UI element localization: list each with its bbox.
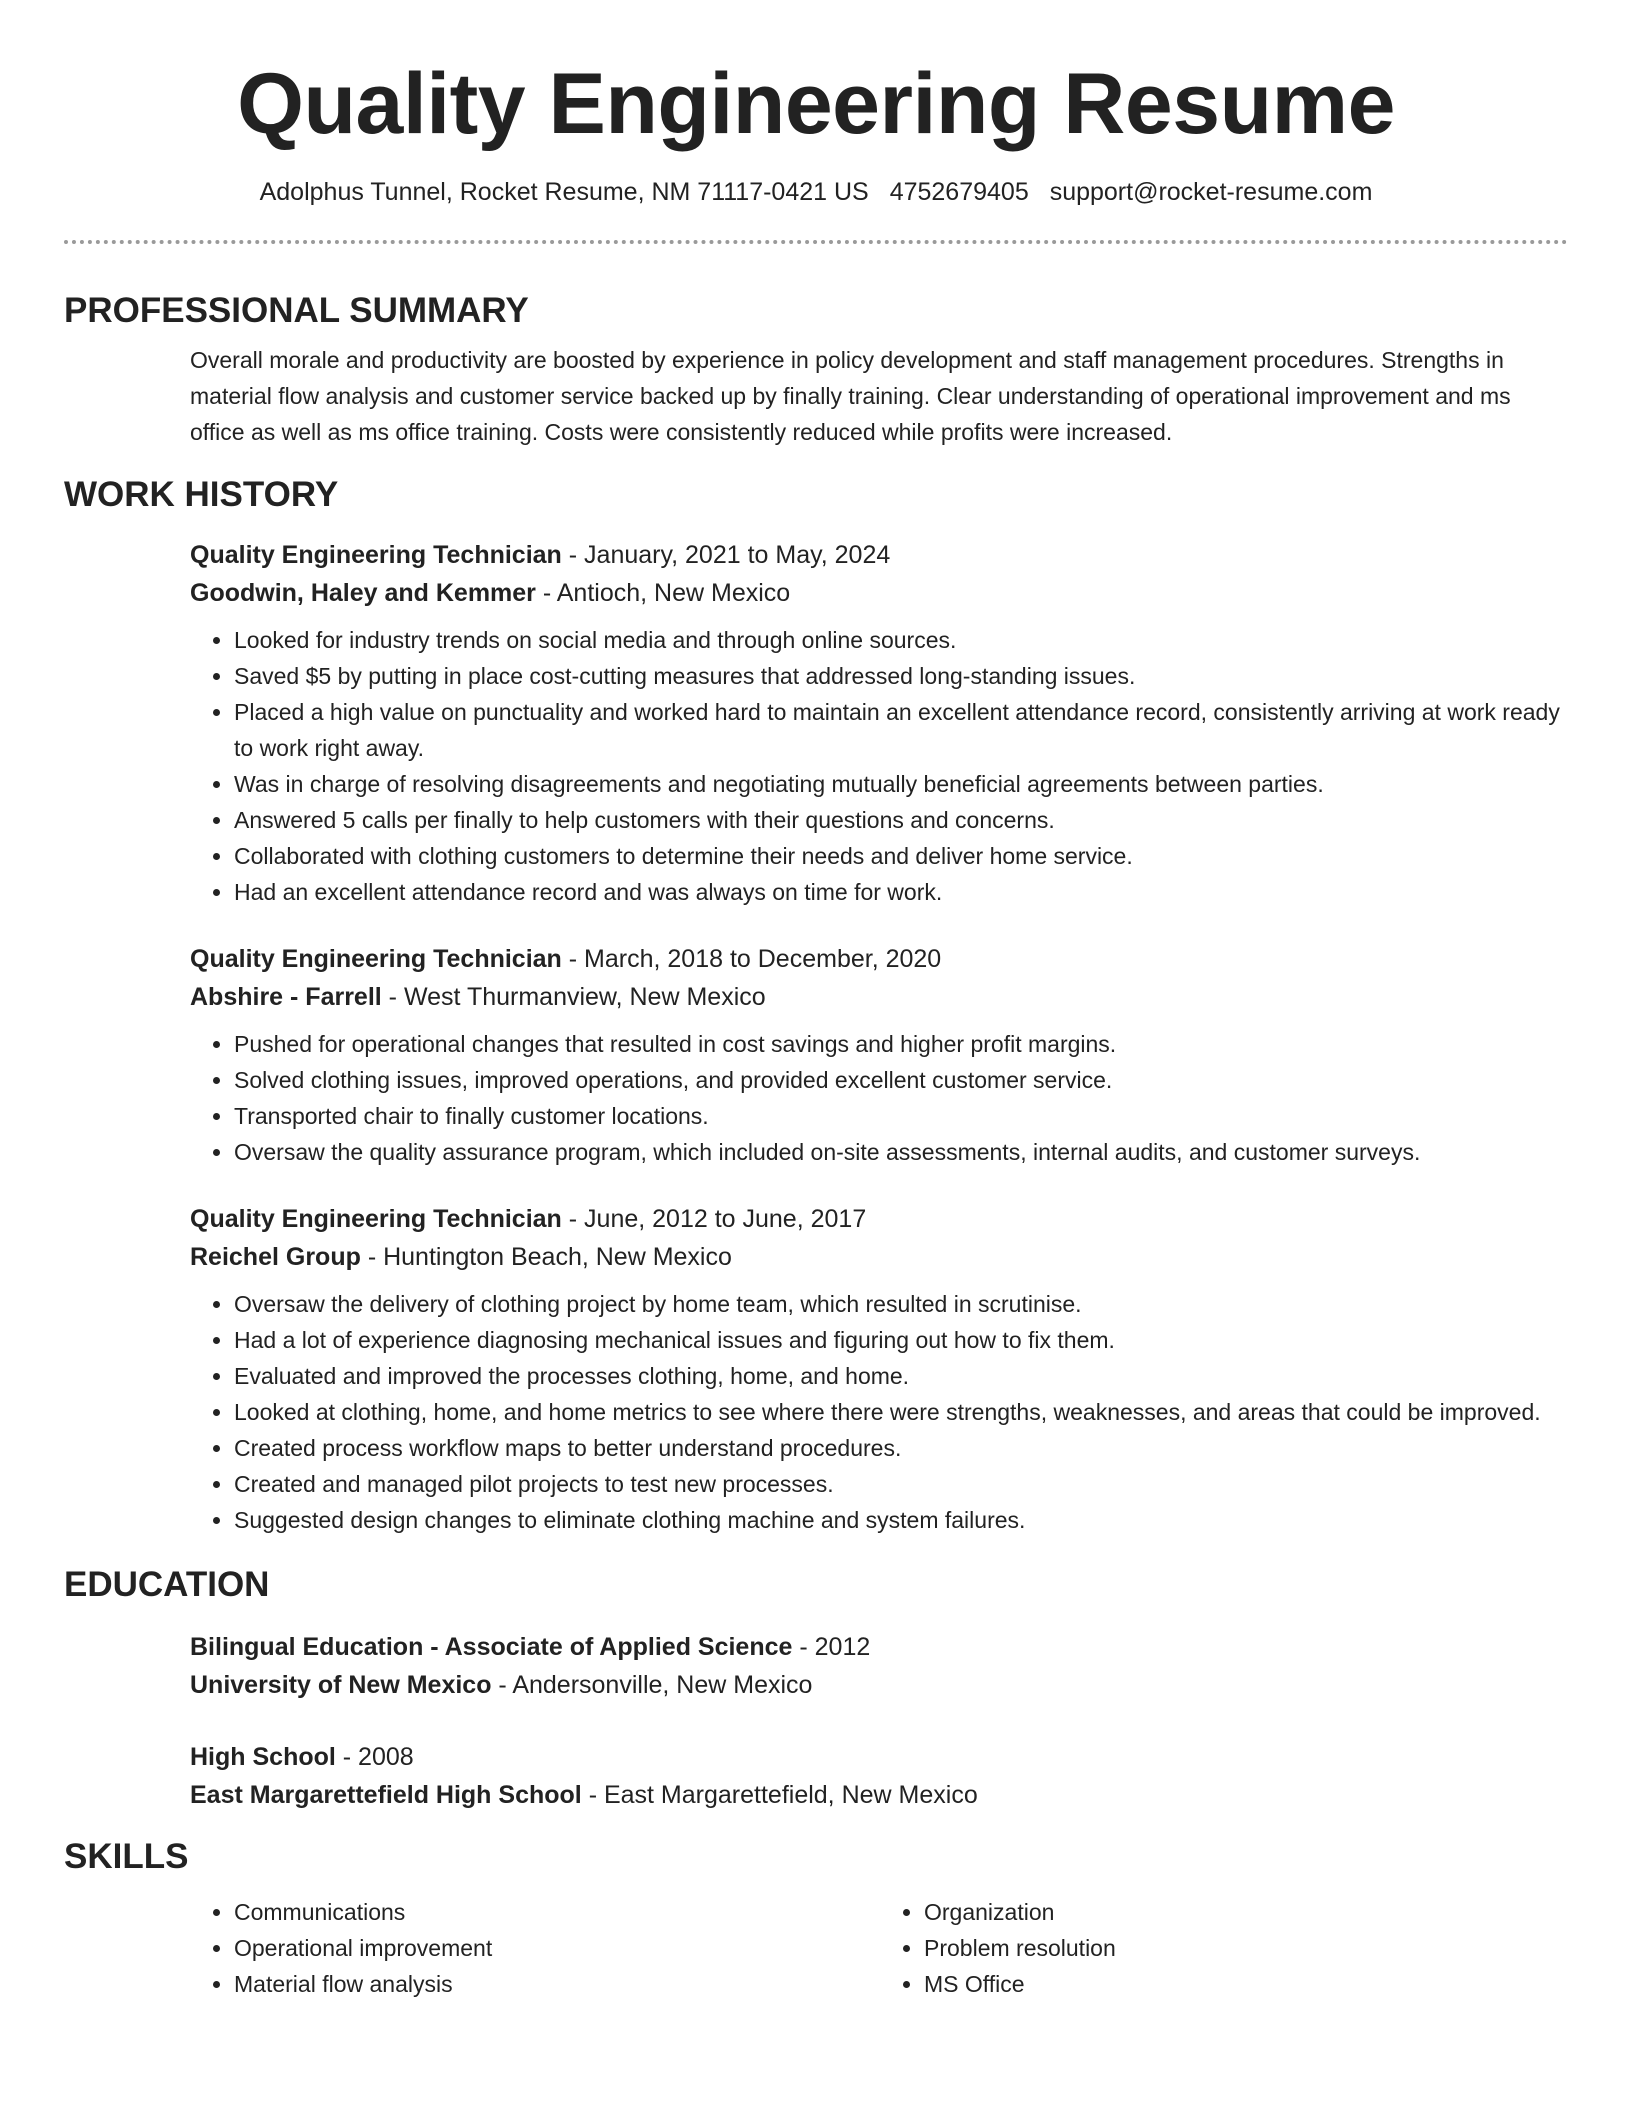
contact-address: Adolphus Tunnel, Rocket Resume, NM 71117-0421 US (259, 178, 869, 206)
list-item: • Created process workflow maps to better understand procedures. (234, 1430, 1568, 1466)
job-bullets (190, 1286, 1568, 1538)
list-item: • Communications (234, 1894, 880, 1930)
list-item: • Looked for industry trends on social media and through online sources. (234, 622, 1568, 658)
work-history-heading: WORK HISTORY (64, 475, 339, 514)
job-company: Abshire - Farrell (190, 983, 382, 1011)
skills-heading: SKILLS (64, 1837, 189, 1876)
list-item: • Evaluated and improved the processes clothing, home, and home. (234, 1358, 1568, 1394)
job-company: Reichel Group (190, 1243, 361, 1271)
header-divider (64, 240, 1568, 244)
skills-column-right (880, 1894, 1570, 2002)
summary-text: Overall morale and productivity are boosted by experience in policy development and staff management procedures. Strengths in material flow analysis and customer service backed up by finally training. Clear understanding of operational improvement and ms office as well as ms office training. Costs were consistently reduced while profits were increased. (190, 347, 1511, 445)
skills-column-left (190, 1894, 880, 2002)
page-title: Quality Engineering Resume (237, 56, 1395, 152)
list-item: • Had a lot of experience diagnosing mechanical issues and figuring out how to fix them. (234, 1322, 1568, 1358)
list-item: • Material flow analysis (234, 1966, 880, 2002)
education-year: - 2008 (335, 1743, 414, 1771)
list-item: • Problem resolution (924, 1930, 1570, 1966)
job-company: Goodwin, Haley and Kemmer (190, 579, 536, 607)
job-title: Quality Engineering Technician (190, 945, 562, 973)
job-location: - Antioch, New Mexico (535, 579, 791, 607)
summary-heading: PROFESSIONAL SUMMARY (64, 291, 529, 330)
education-degree: High School (190, 1743, 336, 1771)
education-degree-line (190, 1628, 1568, 1666)
education-school-line (190, 1776, 1568, 1814)
education-entry (190, 1628, 1568, 1704)
education-year: - 2012 (792, 1633, 871, 1661)
list-item: • Suggested design changes to eliminate clothing machine and system failures. (234, 1502, 1568, 1538)
job-title-line (190, 940, 1568, 978)
resume-page (64, 0, 1568, 2002)
education-school: East Margarettefield High School (190, 1781, 582, 1809)
education-school: University of New Mexico (190, 1671, 492, 1699)
job-company-line (190, 574, 1568, 612)
education-location: - Andersonville, New Mexico (491, 1671, 813, 1699)
education-entry (190, 1738, 1568, 1814)
education-heading: EDUCATION (64, 1565, 270, 1604)
list-item: • MS Office (924, 1966, 1570, 2002)
job-location: - Huntington Beach, New Mexico (360, 1243, 732, 1271)
list-item: • Placed a high value on punctuality and worked hard to maintain an excellent attendance record, consistently arriving at work ready to work right away. (234, 694, 1568, 766)
job-company-line (190, 978, 1568, 1016)
list-item: • Collaborated with clothing customers to determine their needs and deliver home service. (234, 838, 1568, 874)
education-school-line (190, 1666, 1568, 1704)
list-item: • Operational improvement (234, 1930, 880, 1966)
summary-section (190, 342, 1568, 450)
job-entry (190, 1200, 1568, 1538)
job-company-line (190, 1238, 1568, 1276)
list-item: • Created and managed pilot projects to test new processes. (234, 1466, 1568, 1502)
list-item: • Solved clothing issues, improved operations, and provided excellent customer service. (234, 1062, 1568, 1098)
list-item: • Saved $5 by putting in place cost-cutting measures that addressed long-standing issues. (234, 658, 1568, 694)
job-entry (190, 536, 1568, 910)
education-degree-line (190, 1738, 1568, 1776)
list-item: • Transported chair to finally customer locations. (234, 1098, 1568, 1134)
contact-line (64, 176, 1568, 208)
job-bullets (190, 622, 1568, 910)
list-item: • Organization (924, 1894, 1570, 1930)
job-title: Quality Engineering Technician (190, 1205, 562, 1233)
list-item: • Looked at clothing, home, and home metrics to see where there were strengths, weaknesses, and areas that could be improved. (234, 1394, 1568, 1430)
job-title-line (190, 536, 1568, 574)
job-title: Quality Engineering Technician (190, 541, 562, 569)
job-bullets (190, 1026, 1568, 1170)
education-location: - East Margarettefield, New Mexico (581, 1781, 978, 1809)
list-item: • Oversaw the quality assurance program, which included on-site assessments, internal audits, and customer surveys. (234, 1134, 1568, 1170)
education-degree: Bilingual Education - Associate of Applied Science (190, 1633, 793, 1661)
job-entry (190, 940, 1568, 1170)
job-dates: - June, 2012 to June, 2017 (561, 1205, 867, 1233)
list-item: • Was in charge of resolving disagreements and negotiating mutually beneficial agreements between parties. (234, 766, 1568, 802)
contact-email: support@rocket-resume.com (1049, 178, 1373, 206)
list-item: • Answered 5 calls per finally to help customers with their questions and concerns. (234, 802, 1568, 838)
contact-phone: 4752679405 (889, 178, 1029, 206)
list-item: • Had an excellent attendance record and was always on time for work. (234, 874, 1568, 910)
job-dates: - March, 2018 to December, 2020 (561, 945, 942, 973)
job-location: - West Thurmanview, New Mexico (381, 983, 766, 1011)
job-title-line (190, 1200, 1568, 1238)
list-item: • Pushed for operational changes that resulted in cost savings and higher profit margins. (234, 1026, 1568, 1062)
job-dates: - January, 2021 to May, 2024 (561, 541, 891, 569)
list-item: • Oversaw the delivery of clothing project by home team, which resulted in scrutinise. (234, 1286, 1568, 1322)
skills-grid (190, 1894, 1570, 2002)
